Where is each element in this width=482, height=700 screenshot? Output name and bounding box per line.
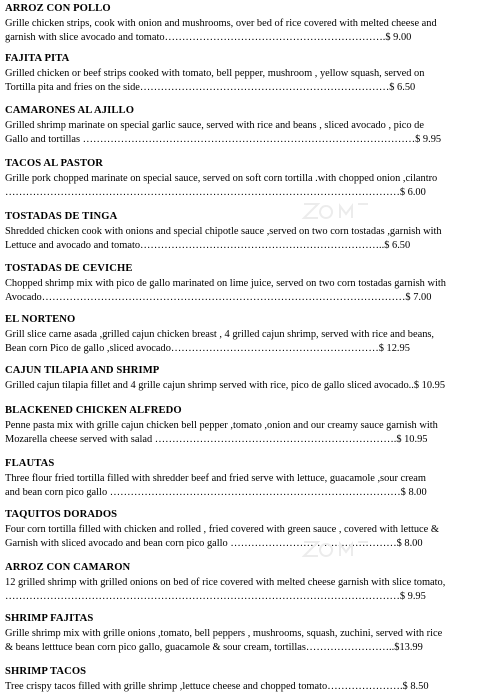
- menu-item-shrimp-fajitas: [5, 612, 475, 654]
- menu-item-fajita-pita: [5, 52, 475, 94]
- item-name: TACOS AL PASTOR: [5, 158, 104, 169]
- item-name: ARROZ CON POLLO: [5, 3, 111, 14]
- menu-item-camarones-al-ajillo: [5, 104, 475, 146]
- description-line: Gallo and tortillas ……………………………………………………………………………………$ 9.95: [5, 133, 442, 145]
- description-line: Lettuce and avocado and tomato……………………………………………………………..$ 6.50: [5, 239, 411, 251]
- item-name: SHRIMP FAJITAS: [5, 613, 94, 624]
- description-line: Grilled chicken or beef strips cooked with tomato, bell pepper, mushroom , yellow squash, served on: [5, 68, 425, 79]
- description-line: & beans letttuce bean corn pico gallo, guacamole & sour cream, tortillas……………………..$13.99: [5, 641, 423, 653]
- menu-item-shrimp-tacos: [5, 665, 475, 694]
- item-description: [5, 328, 475, 355]
- item-description: [5, 225, 475, 252]
- description-line: garnish with slice avocado and tomato……………………………………………………….$ 9.00: [5, 31, 412, 43]
- item-name: TOSTADAS DE CEVICHE: [5, 263, 133, 274]
- item-description: [5, 172, 475, 199]
- description-line: ……………………………………………………………………………………………………$ 6.00: [5, 186, 426, 198]
- description-line: Tortilla pita and fries on the side………………………………………………………………$ 6.50: [5, 81, 416, 93]
- menu-item-tostadas-de-tinga: [5, 210, 475, 252]
- description-line: Grilled cajun tilapia fillet and 4 grille cajun shrimp served with rice, pico de gallo sliced avocado..$ 10.95: [5, 380, 446, 391]
- item-description: [5, 17, 475, 44]
- item-description: [5, 523, 475, 550]
- description-line: Bean corn Pico de gallo ,sliced avocado……………………………………………………$ 12.95: [5, 342, 410, 354]
- description-line: Chopped shrimp mix with pico de gallo marinated on lime juice, served on two corn tostadas garnish with: [5, 278, 446, 289]
- menu-item-blackened-chicken-alfredo: [5, 404, 475, 446]
- item-name: TAQUITOS DORADOS: [5, 509, 118, 520]
- description-line: 12 grilled shrimp with grilled onions on bed of rice covered with melted cheese garnish with slice tomato,: [5, 577, 446, 588]
- item-name: CAJUN TILAPIA AND SHRIMP: [5, 365, 160, 376]
- description-line: ……………………………………………………………………………………………………$ 9.95: [5, 590, 426, 602]
- description-line: Grill slice carne asada ,grilled cajun chicken breast , 4 grilled cajun shrimp, served with rice and beans,: [5, 329, 435, 340]
- menu-item-tostadas-de-ceviche: [5, 262, 475, 304]
- menu-item-arroz-con-camaron: [5, 561, 475, 603]
- item-description: [5, 576, 475, 603]
- menu-item-el-norteno: [5, 313, 475, 355]
- item-description: [5, 472, 475, 499]
- description-line: Three flour fried tortilla filled with shredder beef and fried serve with lettuce, guacamole ,sour cream: [5, 473, 426, 484]
- menu-item-arroz-con-pollo: [5, 2, 475, 44]
- menu-item-cajun-tilapia-and-shrimp: [5, 364, 475, 393]
- item-description: [5, 119, 475, 146]
- item-description: [5, 67, 475, 94]
- item-description: [5, 277, 475, 304]
- item-description: [5, 627, 475, 654]
- item-name: BLACKENED CHICKEN ALFREDO: [5, 405, 182, 416]
- menu-item-tacos-al-pastor: [5, 157, 475, 199]
- description-line: Grille pork chopped marinate on special sauce, served on soft corn tortilla .with chopped onion ,cilantro: [5, 173, 438, 184]
- description-line: Mozarella cheese served with salad …………………………………………………………….$ 10.95: [5, 433, 428, 445]
- description-line: Avocado……………………………………………………………………………………………$ 7.00: [5, 291, 432, 303]
- item-name: EL NORTENO: [5, 314, 76, 325]
- item-description: [5, 680, 475, 694]
- item-name: CAMARONES AL AJILLO: [5, 105, 135, 116]
- description-line: Tree crispy tacos filled with grille shrimp ,lettuce cheese and chopped tomato………………….$ 8.50: [5, 681, 429, 692]
- menu-item-flautas: [5, 457, 475, 499]
- description-line: and bean corn pico gallo …………………………………………………………………………$ 8.00: [5, 486, 427, 498]
- item-name: SHRIMP TACOS: [5, 666, 87, 677]
- description-line: Grille chicken strips, cook with onion and mushrooms, over bed of rice covered with melted cheese and: [5, 18, 437, 29]
- description-line: Garnish with sliced avocado and bean corn pico gallo …………………………………………$ 8.00: [5, 537, 423, 549]
- description-line: Penne pasta mix with grille cajun chicken bell pepper ,tomato ,onion and our creamy sauce garnish with: [5, 420, 438, 431]
- description-line: Shredded chicken cook with onions and special chipotle sauce ,served on two corn tostadas ,garnish with: [5, 226, 442, 237]
- menu-item-taquitos-dorados: [5, 508, 475, 550]
- description-line: Grilled shrimp marinate on special garlic sauce, served with rice and beans , sliced avocado , pico de: [5, 120, 424, 131]
- description-line: Grille shrimp mix with grille onions ,tomato, bell peppers , mushrooms, squash, zuchini, served with rice: [5, 628, 443, 639]
- item-name: FLAUTAS: [5, 458, 55, 469]
- item-name: TOSTADAS DE TINGA: [5, 211, 118, 222]
- item-name: FAJITA PITA: [5, 53, 70, 64]
- description-line: Four corn tortilla filled with chicken and rolled , fried covered with green sauce , covered with lettuce &: [5, 524, 439, 535]
- item-name: ARROZ CON CAMARON: [5, 562, 131, 573]
- item-description: [5, 419, 475, 446]
- item-description: [5, 379, 475, 393]
